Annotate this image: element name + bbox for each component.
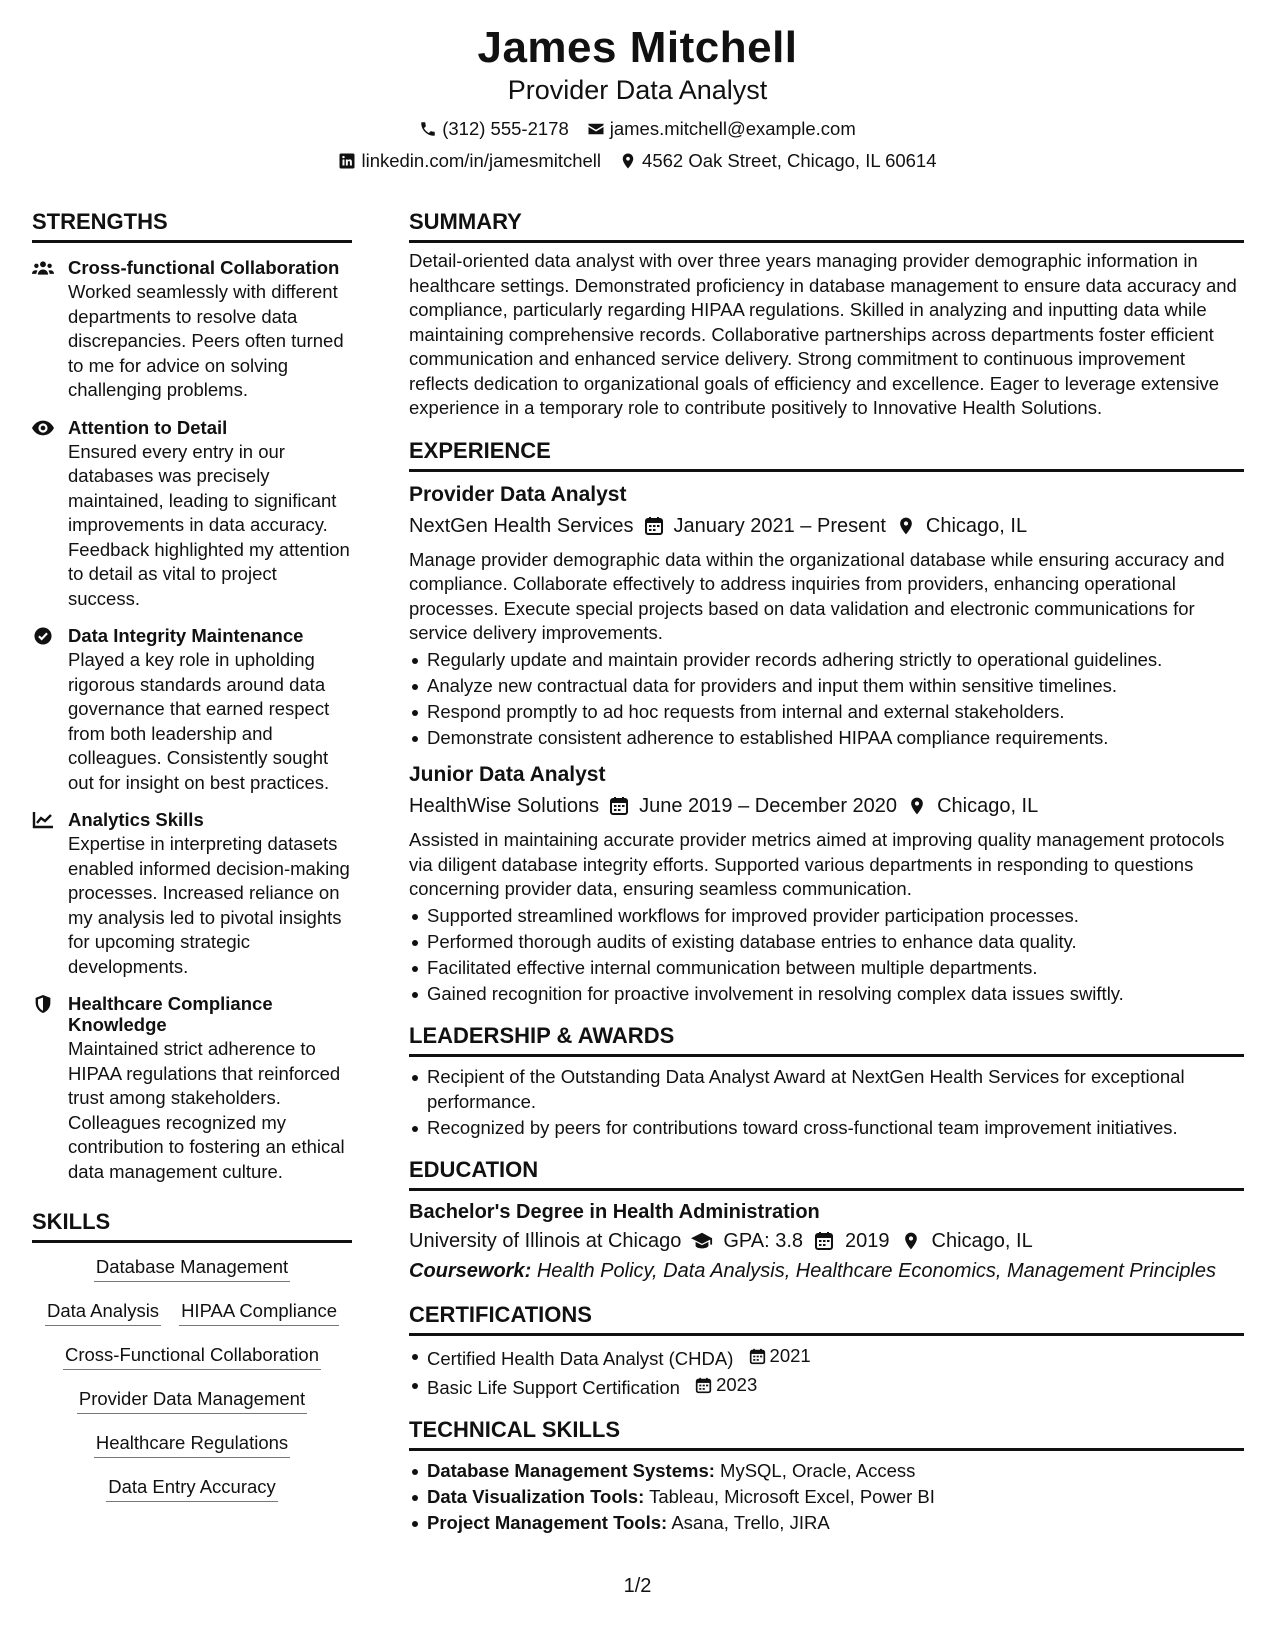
job-description: Assisted in maintaining accurate provider metrics aimed at improving quality management protocols via diligent database integrity efforts. Supported various departments in responding to questions concerning provider data, ensuring seamless communication. [409,829,1225,899]
tech-value: Tableau, Microsoft Excel, Power BI [649,1486,935,1507]
map-pin-icon [619,152,637,170]
strength-desc: Worked seamlessly with different departments to resolve data discrepancies. Peers often turned to me for advice on solving challenging problems. [68,281,344,400]
strength-item [32,417,352,612]
school-name: University of Illinois at Chicago [409,1230,682,1252]
linkedin-contact[interactable] [338,150,601,172]
technical-skills-heading: TECHNICAL SKILLS [409,1416,1244,1451]
list-item: Recipient of the Outstanding Data Analyst Award at NextGen Health Services for exceptional performance. [409,1065,1244,1114]
coursework-label: Coursework: [409,1260,532,1282]
candidate-title: Provider Data Analyst [507,75,768,105]
skill-tag: Healthcare Regulations [94,1431,290,1458]
job-dates: January 2021 – Present [673,514,886,537]
job-entry [409,482,1244,751]
tech-value: Asana, Trello, JIRA [671,1512,830,1533]
cert-year: 2021 [769,1345,811,1366]
candidate-name: James Mitchell [477,23,798,72]
check-circle-icon [32,627,54,645]
tech-label: Database Management Systems: [427,1460,715,1481]
awards-list [409,1065,1244,1140]
right-column [409,208,1244,1537]
job-description: Manage provider demographic data within the organizational database while ensuring accuracy and compliance. Collaborate effectively to address inquiries from providers, enhancing operational processes. Execute special projects based on data validation and electronic communications for service delivery improvements. [409,548,1225,643]
calendar-icon [609,796,629,816]
skill-tag: Provider Data Management [77,1387,307,1414]
calendar-icon [644,516,664,536]
users-icon [32,259,54,277]
company-name: HealthWise Solutions [409,795,600,817]
technical-skills-list [409,1459,1244,1536]
list-item: Performed thorough audits of existing database entries to enhance data quality. [409,930,1244,955]
experience-heading: EXPERIENCE [409,437,1244,472]
skills-heading: SKILLS [32,1208,352,1243]
strengths-heading: STRENGTHS [32,208,352,243]
summary-heading: SUMMARY [409,208,1244,243]
calendar-icon [695,1377,712,1394]
shield-icon [32,995,54,1013]
school-location: Chicago, IL [931,1230,1033,1252]
list-item [409,1344,1244,1371]
job-location: Chicago, IL [925,514,1028,537]
list-item: Respond promptly to ad hoc requests from internal and external stakeholders. [409,700,1244,725]
strength-title: Data Integrity Maintenance [68,625,304,646]
job-meta [409,792,1244,820]
education-meta [409,1227,1244,1255]
strength-title: Attention to Detail [68,416,228,438]
job-dates: June 2019 – December 2020 [639,795,898,817]
skill-tag: Cross-Functional Collaboration [63,1343,321,1370]
envelope-icon [587,120,605,138]
list-item: Facilitated effective internal communication between multiple departments. [409,956,1244,981]
linkedin-icon [338,152,356,170]
strength-desc: Ensured every entry in our databases was precisely maintained, leading to significant improvements in data accuracy. Feedback highlighted my attention to detail as vital to project success. [68,440,350,609]
job-entry [409,762,1244,1006]
job-meta [409,512,1244,540]
skill-tag: Data Analysis [45,1299,161,1326]
left-column [32,208,352,1519]
map-pin-icon [896,516,916,536]
strength-item [32,809,352,979]
strength-desc: Maintained strict adherence to HIPAA regulations that reinforced trust among stakeholders. Colleagues recognized my contribution to fostering an ethical data management culture. [68,1038,345,1182]
list-item [409,1373,1244,1400]
eye-icon [32,419,54,437]
skill-tag: Data Entry Accuracy [106,1475,278,1502]
strength-title: Cross-functional Collaboration [68,257,340,278]
strength-item [32,625,352,795]
gpa: GPA: 3.8 [723,1230,804,1252]
coursework-list: Health Policy, Data Analysis, Healthcare Economics, Management Principles [536,1260,1217,1282]
graduation-cap-icon [691,1231,713,1251]
contact-row-2 [0,150,1275,172]
strength-desc: Expertise in interpreting datasets enabled informed decision-making processes. Increased reliance on my analysis led to pivotal insights for upcoming strategic developments. [68,833,350,977]
cert-year: 2023 [716,1373,758,1395]
skill-tag: Database Management [94,1255,290,1282]
job-bullets [409,648,1244,751]
list-item: Recognized by peers for contributions toward cross-functional team improvement initiatives. [409,1116,1244,1141]
strength-item [32,993,352,1184]
resume-header [0,22,1275,172]
list-item: Supported streamlined workflows for improved provider participation processes. [409,904,1244,929]
phone-icon [419,120,437,138]
calendar-icon [749,1348,766,1365]
map-pin-icon [900,1231,922,1251]
contact-row [0,118,1275,140]
linkedin-url: linkedin.com/in/jamesmitchell [361,150,602,171]
page-number: 1/2 [623,1575,652,1597]
list-item [409,1511,1244,1536]
tech-value: MySQL, Oracle, Access [720,1460,916,1481]
list-item: Analyze new contractual data for providers and input them within sensitive timelines. [409,674,1244,699]
company-name: NextGen Health Services [409,514,634,537]
list-item [409,1459,1244,1484]
degree-title: Bachelor's Degree in Health Administration [409,1201,820,1223]
cert-name: Basic Life Support Certification [427,1376,680,1398]
certifications-list [409,1344,1244,1400]
chart-line-icon [32,811,54,829]
job-title: Junior Data Analyst [409,763,606,786]
job-bullets [409,904,1244,1007]
list-item: Regularly update and maintain provider records adhering strictly to operational guidelines. [409,648,1244,673]
list-item: Gained recognition for proactive involvement in resolving complex data issues swiftly. [409,982,1244,1007]
education-heading: EDUCATION [409,1156,1244,1191]
email-address: james.mitchell@example.com [609,118,856,139]
email-contact[interactable] [587,118,856,140]
cert-name: Certified Health Data Analyst (CHDA) [427,1347,734,1369]
phone-number: (312) 555-2178 [442,118,569,139]
strength-desc: Played a key role in upholding rigorous standards around data governance that earned respect from both leadership and colleagues. Consistently sought out for insight on best practices. [68,649,330,793]
strength-item [32,257,352,403]
strength-title: Analytics Skills [68,809,204,830]
list-item: Demonstrate consistent adherence to established HIPAA compliance requirements. [409,726,1244,751]
list-item [409,1485,1244,1510]
summary-text: Detail-oriented data analyst with over three years managing provider demographic information in healthcare settings. Demonstrated proficiency in database management to ensure data accuracy and compliance, particularly regarding HIPAA regulations. Skilled in analyzing and inputting data while maintaining comprehensive records. Collaborative partnerships across departments foster efficient communication and enhanced service delivery. Strong commitment to continuous improvement reflects dedication to organizational goals of efficiency and excellence. Eager to leverage extensive experience in a temporary role to contribute positively to Innovative Health Solutions. [409,250,1237,418]
job-location: Chicago, IL [937,795,1039,817]
address-text: 4562 Oak Street, Chicago, IL 60614 [642,150,937,171]
skill-tag: HIPAA Compliance [179,1299,339,1326]
tech-label: Data Visualization Tools: [427,1486,645,1507]
calendar-icon [813,1231,835,1251]
job-title: Provider Data Analyst [409,482,627,506]
strength-title: Healthcare Compliance Knowledge [68,993,273,1035]
map-pin-icon [907,796,927,816]
certifications-heading: CERTIFICATIONS [409,1301,1244,1336]
address-contact [619,150,936,172]
skills-list [32,1255,352,1502]
awards-heading: LEADERSHIP & AWARDS [409,1022,1244,1057]
graduation-year: 2019 [845,1230,890,1252]
phone-contact [419,118,569,140]
tech-label: Project Management Tools: [427,1512,668,1533]
coursework [409,1257,1244,1285]
